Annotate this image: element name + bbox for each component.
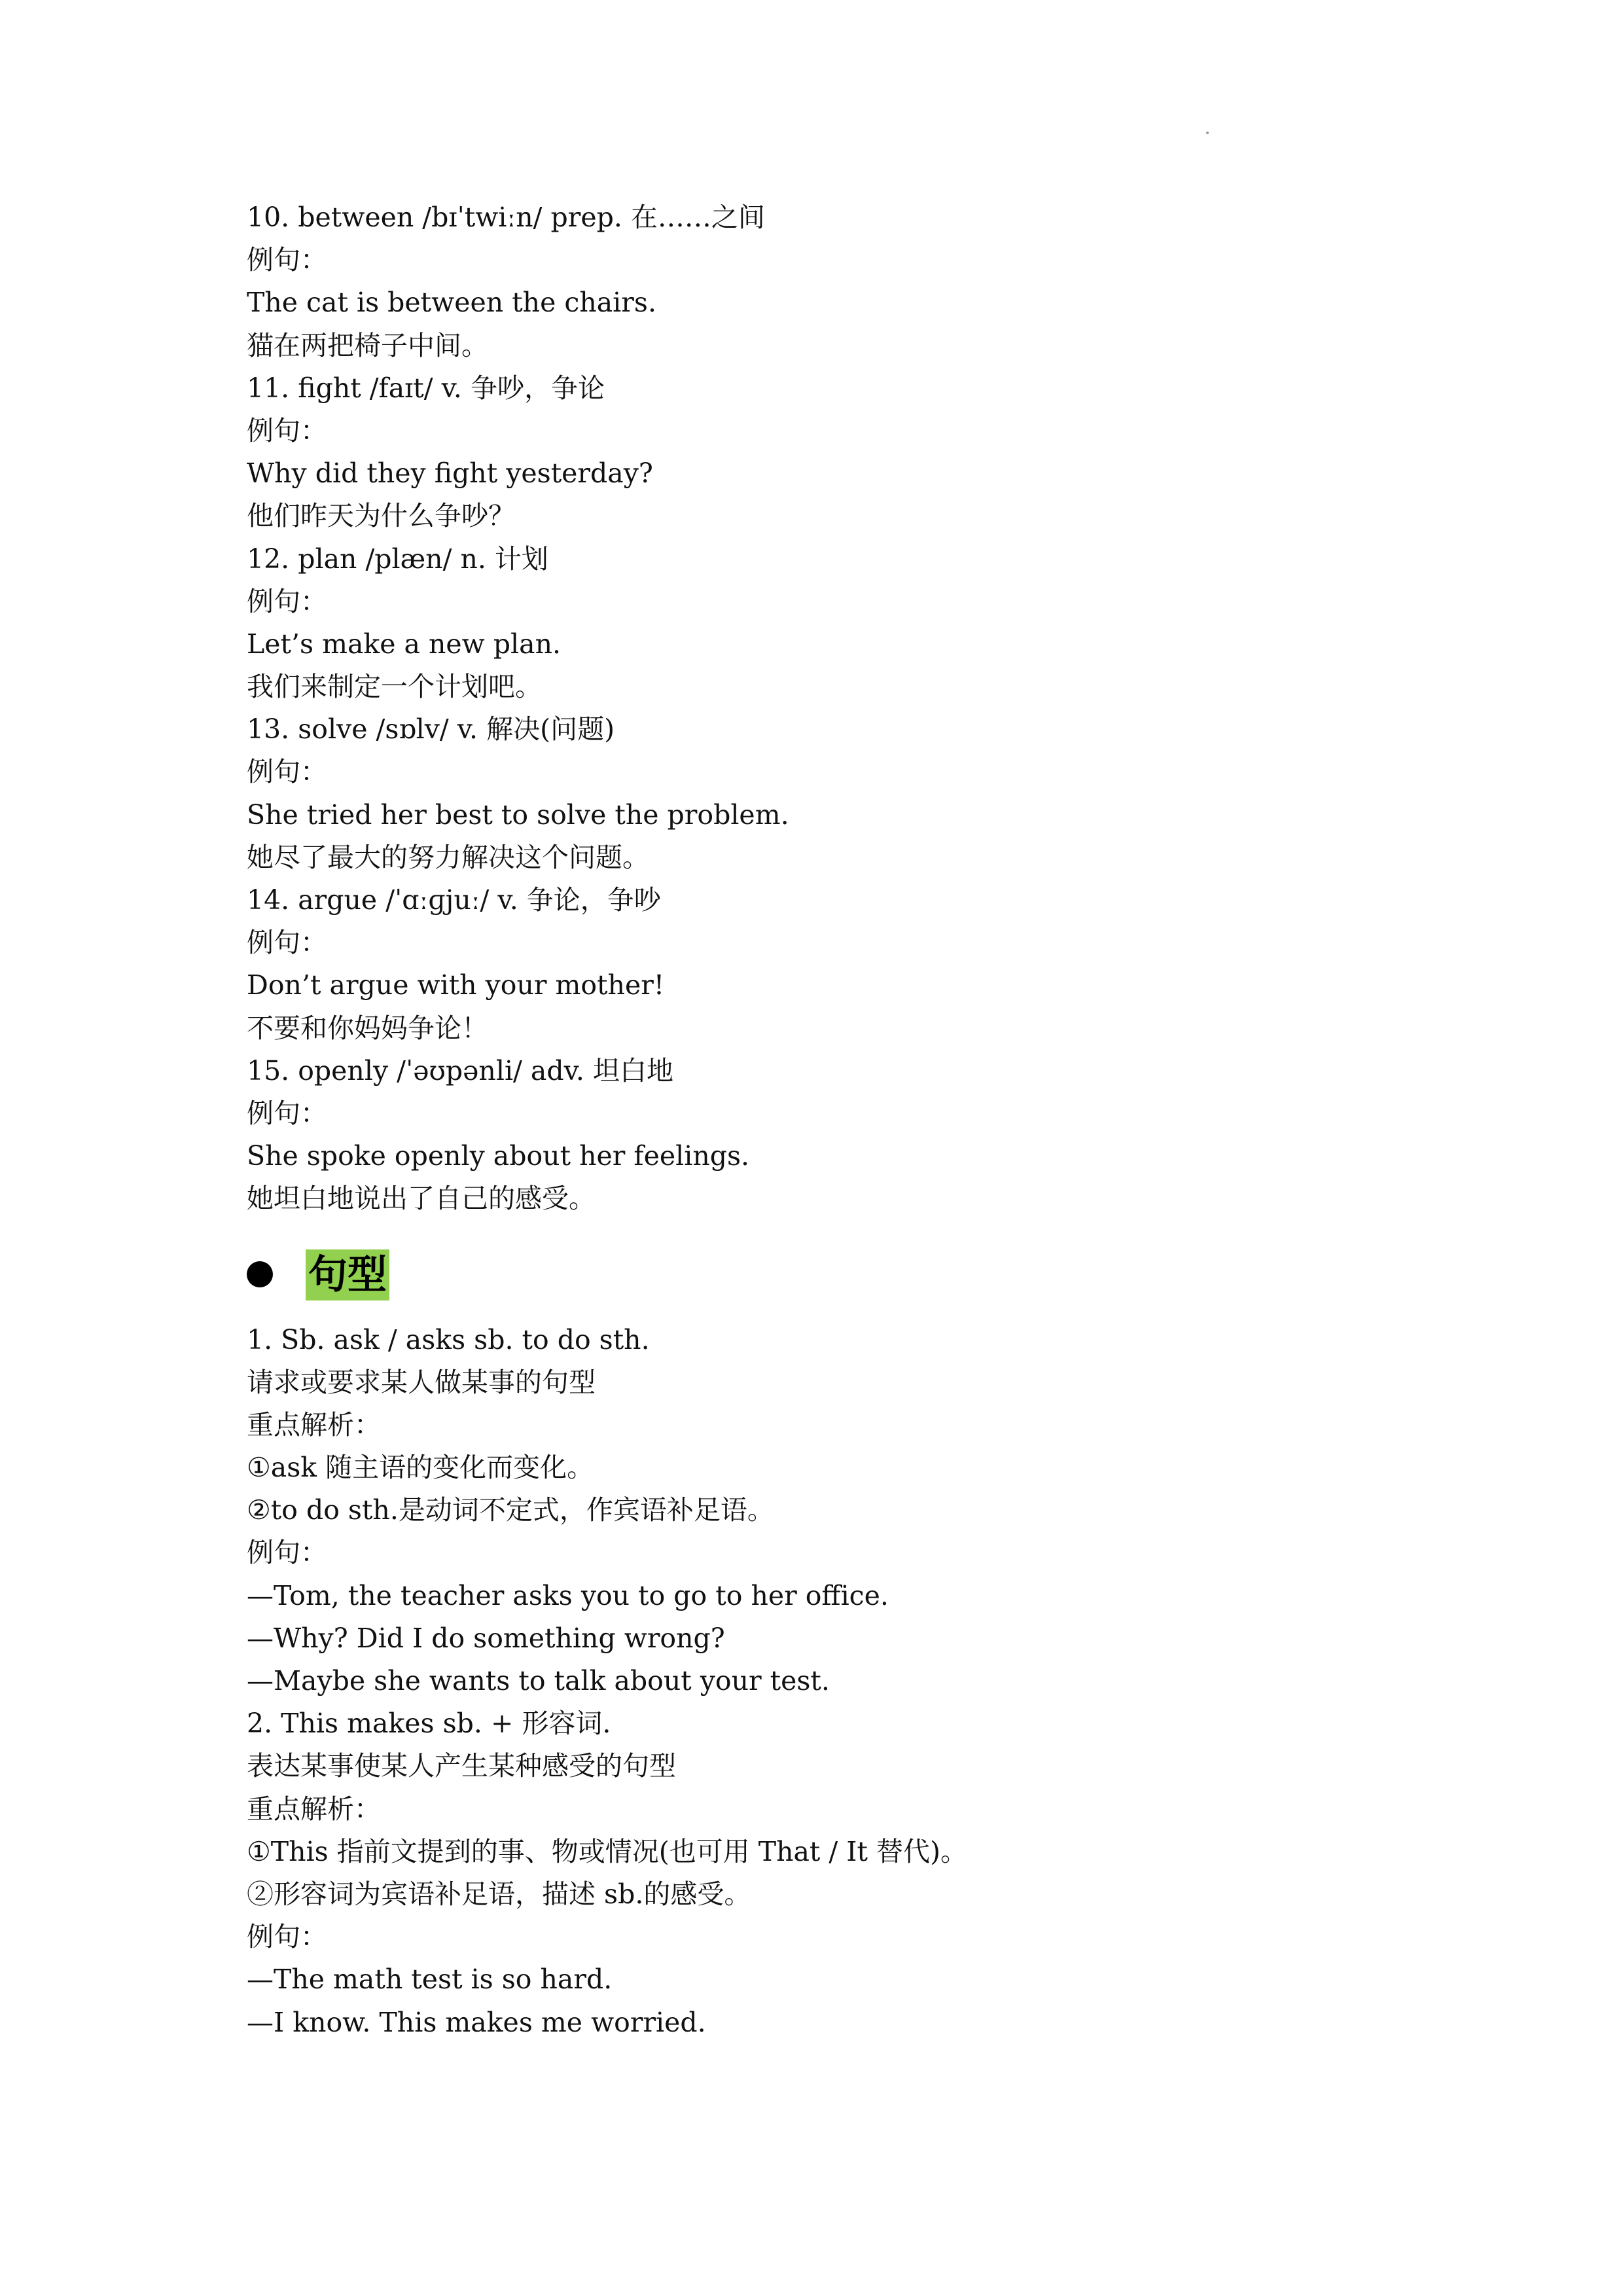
- sentence-pattern-section: [247, 1319, 1490, 2044]
- vocab-line: 她尽了最大的努力解决这个问题。: [247, 841, 649, 873]
- vocab-line: 例句：: [247, 414, 327, 446]
- pattern-line: ②形容词为宾语补足语，描述 sb.的感受。: [247, 1878, 751, 1910]
- pattern-line: 重点解析：: [247, 1408, 381, 1441]
- pattern-line: —I know. This makes me worried.: [247, 2006, 706, 2038]
- pattern-line: 例句：: [247, 1921, 327, 1953]
- vocab-line: 12. plan /plæn/ n. 计划: [247, 543, 548, 575]
- vocab-line: 14. argue /ˈɑːɡjuː/ v. 争论，争吵: [247, 884, 661, 916]
- bullet-icon: [247, 1261, 273, 1287]
- vocab-line: Let’s make a new plan.: [247, 628, 562, 660]
- section-heading: 句型: [306, 1249, 389, 1300]
- pattern-line: —Maybe she wants to talk about your test.: [247, 1665, 830, 1696]
- pattern-line: ①This 指前文提到的事、物或情况(也可用 That / It 替代)。: [247, 1835, 967, 1867]
- document-body: [247, 196, 1490, 2044]
- vocab-line: Why did they fight yesterday?: [247, 457, 653, 490]
- pattern-line: —Tom, the teacher asks you to go to her office.: [247, 1579, 889, 1611]
- vocab-line: The cat is between the chairs.: [247, 287, 656, 319]
- page-corner-dot: [1206, 132, 1209, 134]
- vocab-line: 例句：: [247, 585, 327, 617]
- vocab-line: 例句：: [247, 927, 327, 959]
- pattern-line: 表达某事使某人产生某种感受的句型: [247, 1750, 676, 1782]
- pattern-line: 例句：: [247, 1537, 327, 1569]
- pattern-line: 请求或要求某人做某事的句型: [247, 1366, 596, 1398]
- pattern-line: ①ask 随主语的变化而变化。: [247, 1452, 594, 1484]
- vocab-line: 例句：: [247, 756, 327, 788]
- vocab-line: 不要和你妈妈争论！: [247, 1012, 488, 1044]
- vocab-line: She tried her best to solve the problem.: [247, 798, 789, 831]
- pattern-line: 2. This makes sb. + 形容词.: [247, 1708, 611, 1740]
- vocab-line: She spoke openly about her feelings.: [247, 1140, 750, 1172]
- vocab-line: 他们昨天为什么争吵？: [247, 500, 515, 532]
- vocab-line: 猫在两把椅子中间。: [247, 329, 488, 361]
- vocab-line: 10. between /bɪˈtwiːn/ prep. 在……之间: [247, 202, 765, 233]
- pattern-line: 1. Sb. ask / asks sb. to do sth.: [247, 1323, 650, 1355]
- vocab-line: 13. solve /sɒlv/ v. 解决(问题): [247, 713, 615, 745]
- pattern-line: —Why? Did I do something wrong?: [247, 1622, 725, 1654]
- vocab-line: 她坦白地说出了自己的感受。: [247, 1183, 596, 1215]
- pattern-line: 重点解析：: [247, 1793, 381, 1825]
- vocab-line: 15. openly /ˈəʊpənli/ adv. 坦白地: [247, 1054, 673, 1086]
- section-heading-row: [247, 1221, 1490, 1319]
- vocab-line: 我们来制定一个计划吧。: [247, 671, 542, 703]
- pattern-line: ②to do sth.是动词不定式，作宾语补足语。: [247, 1494, 774, 1526]
- vocab-line: 例句：: [247, 1097, 327, 1129]
- vocab-line: Don’t argue with your mother!: [247, 969, 665, 1001]
- pattern-line: —The math test is so hard.: [247, 1964, 613, 1996]
- vocab-line: 例句：: [247, 244, 327, 276]
- vocabulary-section: [247, 196, 1490, 1221]
- vocab-line: 11. fight /faɪt/ v. 争吵，争论: [247, 372, 605, 404]
